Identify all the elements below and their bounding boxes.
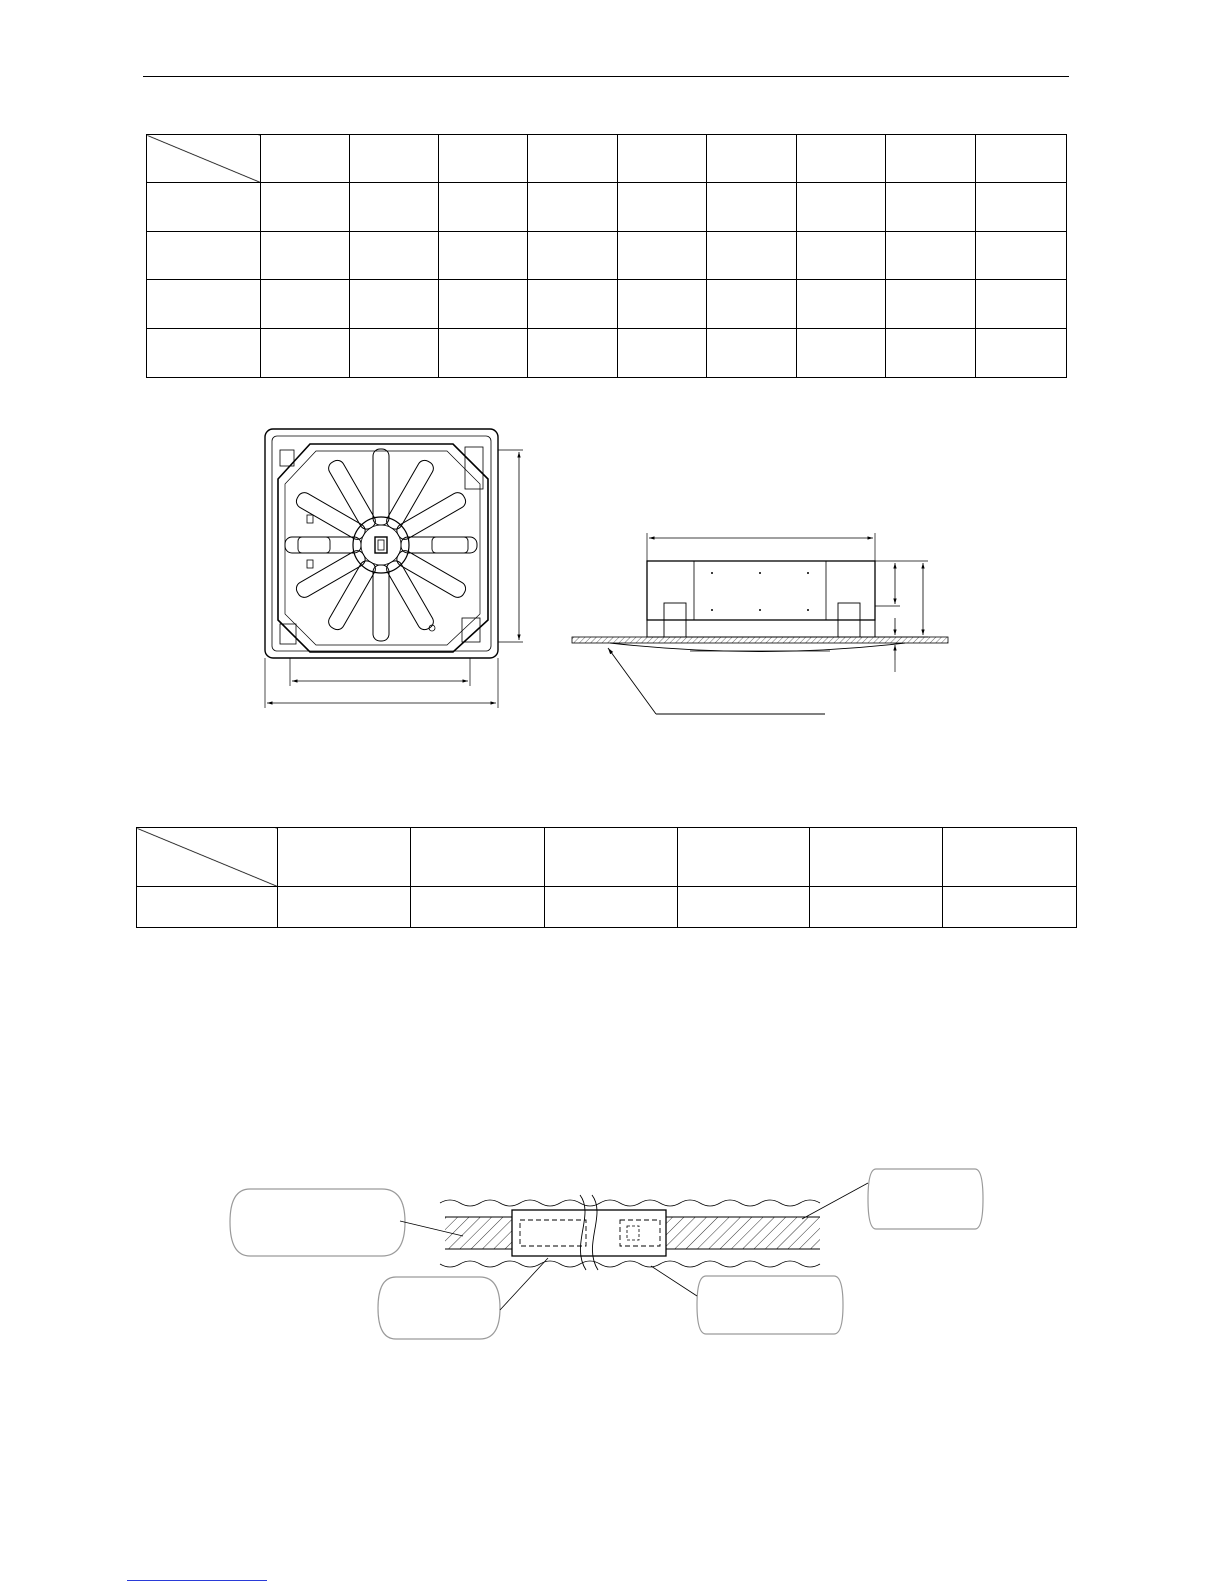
callout-left [230, 1189, 405, 1256]
callout-bottom-left [378, 1277, 500, 1339]
footer-link-underline[interactable] [127, 1580, 267, 1581]
pipe-joint-insulation-drawing [440, 1195, 820, 1270]
side-view-drawing [572, 533, 948, 714]
top-view-drawing [265, 429, 523, 708]
callout-bottom-right [697, 1276, 843, 1334]
callout-top-right [868, 1169, 983, 1229]
